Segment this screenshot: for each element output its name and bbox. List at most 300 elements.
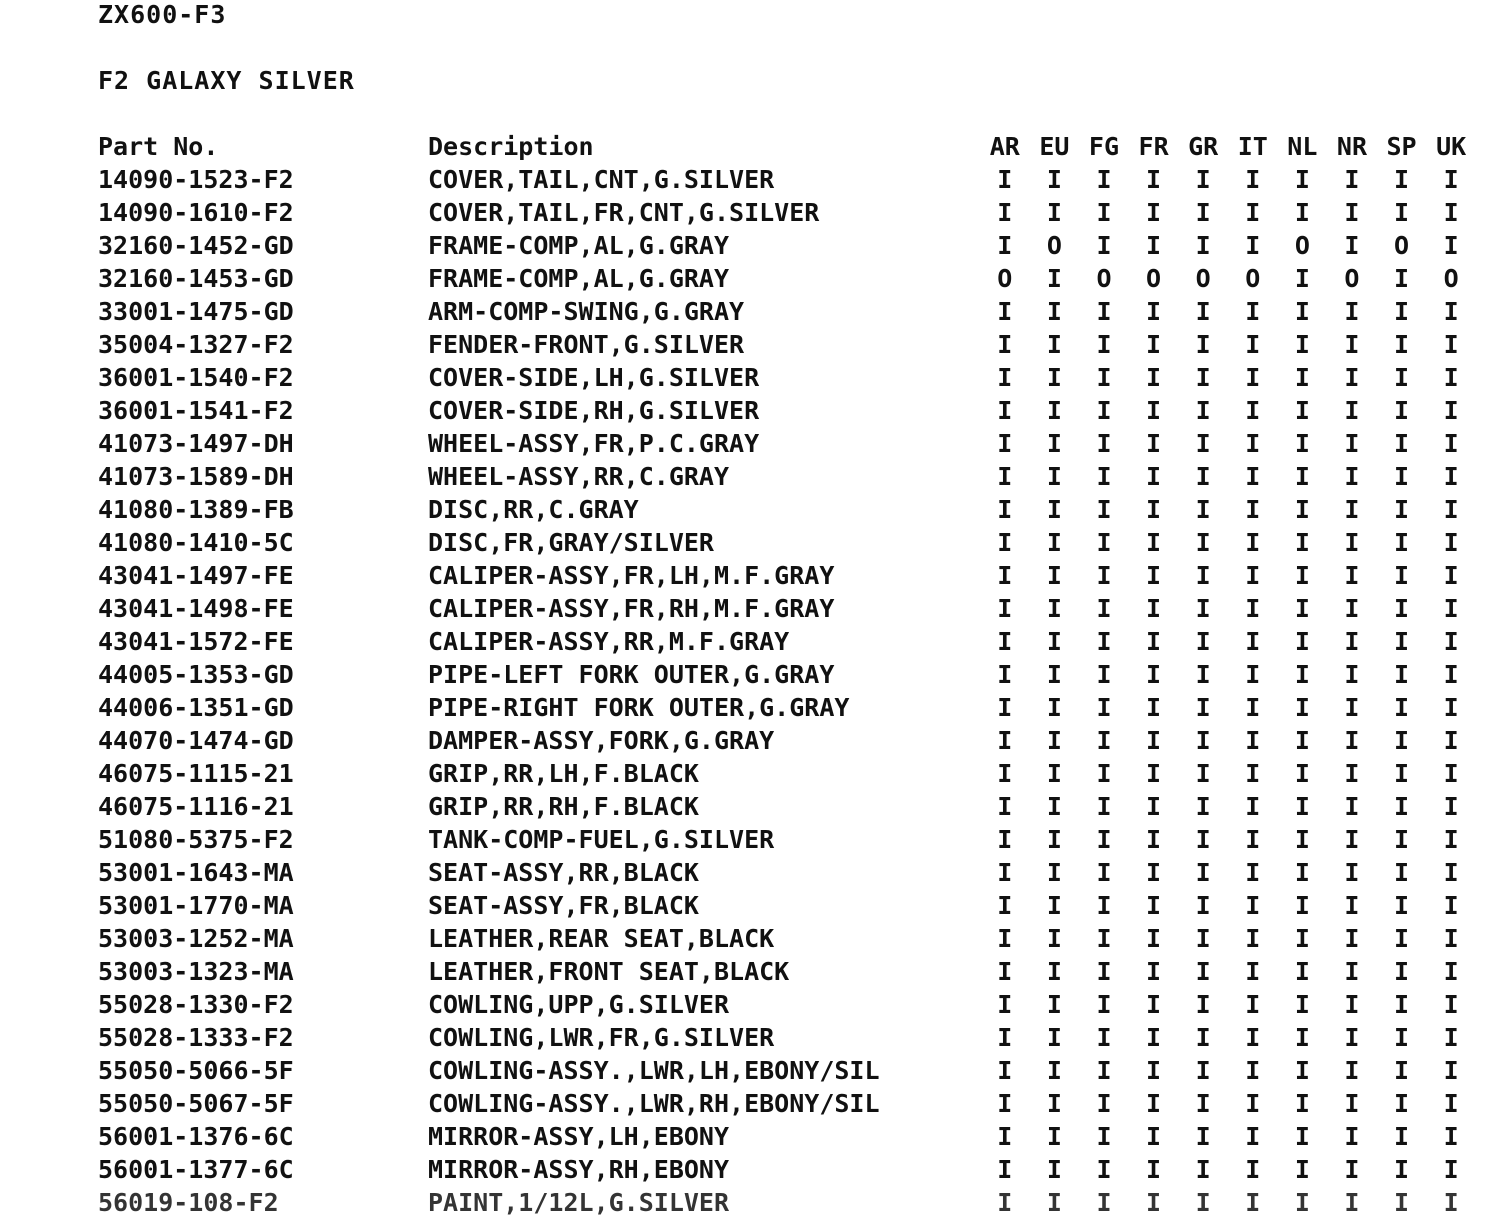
market-applicability: I xyxy=(997,330,1013,359)
market-applicability: I xyxy=(1195,792,1211,821)
market-applicability: I xyxy=(1294,165,1310,194)
market-applicability: I xyxy=(1245,1122,1261,1151)
part-number: 44070-1474-GD xyxy=(98,726,294,755)
part-number: 43041-1498-FE xyxy=(98,594,294,623)
market-applicability: I xyxy=(1245,231,1261,260)
market-applicability: I xyxy=(1146,792,1162,821)
market-applicability: I xyxy=(1245,924,1261,953)
parts-table xyxy=(90,130,1476,1219)
market-applicability: O xyxy=(1394,231,1410,260)
market-applicability: I xyxy=(997,528,1013,557)
market-applicability: I xyxy=(997,924,1013,953)
market-applicability: I xyxy=(1146,1155,1162,1184)
market-applicability: I xyxy=(1096,462,1112,491)
market-applicability: I xyxy=(997,495,1013,524)
part-description: ARM-COMP-SWING,G.GRAY xyxy=(428,297,745,326)
market-applicability: I xyxy=(1294,462,1310,491)
market-applicability: I xyxy=(1344,198,1360,227)
part-number: 55050-5067-5F xyxy=(98,1089,294,1118)
market-applicability: I xyxy=(1294,891,1310,920)
part-number: 14090-1523-F2 xyxy=(98,165,294,194)
market-applicability: I xyxy=(1394,891,1410,920)
market-applicability: I xyxy=(1294,1122,1310,1151)
table-row xyxy=(90,724,1476,757)
part-number: 55028-1330-F2 xyxy=(98,990,294,1019)
market-applicability: I xyxy=(1294,858,1310,887)
market-applicability: I xyxy=(1096,693,1112,722)
market-applicability: I xyxy=(1146,759,1162,788)
market-applicability: I xyxy=(1046,726,1062,755)
market-applicability: I xyxy=(1294,660,1310,689)
market-applicability: I xyxy=(997,429,1013,458)
market-applicability: I xyxy=(997,1122,1013,1151)
market-applicability: I xyxy=(1344,627,1360,656)
table-header-row xyxy=(90,130,1476,163)
market-applicability: I xyxy=(1245,330,1261,359)
market-applicability: I xyxy=(1344,693,1360,722)
market-applicability: I xyxy=(1046,1089,1062,1118)
table-row xyxy=(90,1021,1476,1054)
market-applicability: I xyxy=(1046,957,1062,986)
market-applicability: I xyxy=(1294,1056,1310,1085)
part-description: DAMPER-ASSY,FORK,G.GRAY xyxy=(428,726,775,755)
market-applicability: I xyxy=(1443,462,1459,491)
part-description: FRAME-COMP,AL,G.GRAY xyxy=(428,264,730,293)
table-row xyxy=(90,625,1476,658)
market-applicability: I xyxy=(1344,825,1360,854)
market-applicability: I xyxy=(1245,1023,1261,1052)
market-applicability: I xyxy=(1245,660,1261,689)
market-applicability: I xyxy=(1344,429,1360,458)
market-applicability: I xyxy=(1096,726,1112,755)
market-applicability: I xyxy=(1443,858,1459,887)
part-number: 32160-1453-GD xyxy=(98,264,294,293)
market-applicability: I xyxy=(1344,1188,1360,1217)
market-applicability: I xyxy=(997,297,1013,326)
market-applicability: I xyxy=(997,1155,1013,1184)
market-applicability: O xyxy=(997,264,1013,293)
market-applicability: I xyxy=(1195,429,1211,458)
table-row xyxy=(90,790,1476,823)
market-applicability: I xyxy=(1146,1188,1162,1217)
market-applicability: I xyxy=(1394,858,1410,887)
market-applicability: I xyxy=(1195,528,1211,557)
market-applicability: I xyxy=(997,1023,1013,1052)
market-applicability: I xyxy=(1046,792,1062,821)
market-applicability: I xyxy=(1146,1023,1162,1052)
market-applicability: I xyxy=(1195,1188,1211,1217)
part-number: 53001-1643-MA xyxy=(98,858,294,887)
market-applicability: I xyxy=(997,990,1013,1019)
market-applicability: I xyxy=(1443,1023,1459,1052)
market-applicability: I xyxy=(1046,495,1062,524)
market-applicability: O xyxy=(1146,264,1162,293)
market-applicability: I xyxy=(1245,1056,1261,1085)
part-description: CALIPER-ASSY,FR,RH,M.F.GRAY xyxy=(428,594,835,623)
market-applicability: I xyxy=(1394,957,1410,986)
market-applicability: I xyxy=(1344,1155,1360,1184)
market-applicability: I xyxy=(1245,561,1261,590)
market-applicability: I xyxy=(1443,891,1459,920)
market-applicability: I xyxy=(1195,990,1211,1019)
market-applicability: I xyxy=(1294,924,1310,953)
market-applicability: I xyxy=(1394,462,1410,491)
market-applicability: I xyxy=(1096,660,1112,689)
market-applicability: I xyxy=(1443,165,1459,194)
market-applicability: I xyxy=(1443,495,1459,524)
part-description: GRIP,RR,LH,F.BLACK xyxy=(428,759,699,788)
market-applicability: I xyxy=(1146,528,1162,557)
market-applicability: I xyxy=(997,957,1013,986)
market-applicability: I xyxy=(1195,297,1211,326)
market-applicability: I xyxy=(1394,594,1410,623)
market-applicability: I xyxy=(1294,198,1310,227)
table-row xyxy=(90,823,1476,856)
market-applicability: I xyxy=(1394,198,1410,227)
market-applicability: I xyxy=(1245,297,1261,326)
market-applicability: I xyxy=(1046,693,1062,722)
market-applicability: I xyxy=(1443,825,1459,854)
market-applicability: I xyxy=(1096,1056,1112,1085)
market-applicability: I xyxy=(1046,363,1062,392)
market-applicability: I xyxy=(1245,726,1261,755)
table-row xyxy=(90,889,1476,922)
market-applicability: I xyxy=(1294,561,1310,590)
market-applicability: I xyxy=(1046,1122,1062,1151)
market-applicability: I xyxy=(1146,429,1162,458)
market-applicability: I xyxy=(1344,660,1360,689)
market-applicability: I xyxy=(1344,231,1360,260)
part-number: 35004-1327-F2 xyxy=(98,330,294,359)
part-number: 36001-1541-F2 xyxy=(98,396,294,425)
market-applicability: I xyxy=(1443,660,1459,689)
market-applicability: I xyxy=(1096,1089,1112,1118)
market-applicability: I xyxy=(1096,495,1112,524)
market-applicability: I xyxy=(1096,1155,1112,1184)
part-number: 56001-1376-6C xyxy=(98,1122,294,1151)
part-description: COVER,TAIL,FR,CNT,G.SILVER xyxy=(428,198,820,227)
market-applicability: I xyxy=(1394,825,1410,854)
part-number: 32160-1452-GD xyxy=(98,231,294,260)
market-applicability: I xyxy=(1096,924,1112,953)
market-applicability: O xyxy=(1245,264,1261,293)
part-description: COVER-SIDE,LH,G.SILVER xyxy=(428,363,760,392)
market-applicability: I xyxy=(1443,429,1459,458)
market-applicability: I xyxy=(997,891,1013,920)
market-applicability: I xyxy=(1394,330,1410,359)
part-description: LEATHER,FRONT SEAT,BLACK xyxy=(428,957,790,986)
market-applicability: I xyxy=(1046,627,1062,656)
market-applicability: I xyxy=(1195,660,1211,689)
part-description: WHEEL-ASSY,FR,P.C.GRAY xyxy=(428,429,760,458)
market-applicability: I xyxy=(1146,594,1162,623)
market-applicability: I xyxy=(1294,528,1310,557)
part-number: 41080-1410-5C xyxy=(98,528,294,557)
market-applicability: I xyxy=(1394,627,1410,656)
market-applicability: I xyxy=(1394,495,1410,524)
market-applicability: I xyxy=(1096,825,1112,854)
market-applicability: I xyxy=(1344,924,1360,953)
part-number: 14090-1610-F2 xyxy=(98,198,294,227)
part-description: CALIPER-ASSY,RR,M.F.GRAY xyxy=(428,627,790,656)
market-applicability: I xyxy=(1245,363,1261,392)
market-applicability: I xyxy=(1195,759,1211,788)
market-applicability: I xyxy=(1294,627,1310,656)
parts-table-body xyxy=(90,163,1476,1219)
market-applicability: I xyxy=(997,396,1013,425)
market-applicability: I xyxy=(1195,1155,1211,1184)
part-number: 44006-1351-GD xyxy=(98,693,294,722)
market-applicability: I xyxy=(1394,990,1410,1019)
market-applicability: I xyxy=(1046,396,1062,425)
table-row xyxy=(90,856,1476,889)
market-applicability: I xyxy=(1245,957,1261,986)
market-applicability: I xyxy=(1146,1089,1162,1118)
market-applicability: I xyxy=(997,594,1013,623)
part-description: LEATHER,REAR SEAT,BLACK xyxy=(428,924,775,953)
market-applicability: I xyxy=(1195,1122,1211,1151)
market-applicability: I xyxy=(1443,1122,1459,1151)
market-applicability: I xyxy=(1294,396,1310,425)
market-applicability: I xyxy=(1344,330,1360,359)
model-code: ZX600-F3 xyxy=(98,0,227,29)
market-applicability: I xyxy=(1146,693,1162,722)
part-description: SEAT-ASSY,FR,BLACK xyxy=(428,891,699,920)
header-market: GR xyxy=(1188,132,1219,161)
table-row xyxy=(90,1087,1476,1120)
market-applicability: I xyxy=(1394,396,1410,425)
market-applicability: I xyxy=(1394,429,1410,458)
market-applicability: I xyxy=(1344,726,1360,755)
market-applicability: O xyxy=(1096,264,1112,293)
part-description: FENDER-FRONT,G.SILVER xyxy=(428,330,745,359)
market-applicability: I xyxy=(1294,792,1310,821)
market-applicability: I xyxy=(1394,1122,1410,1151)
part-description: DISC,RR,C.GRAY xyxy=(428,495,639,524)
header-market: EU xyxy=(1039,132,1070,161)
market-applicability: I xyxy=(1294,264,1310,293)
market-applicability: I xyxy=(997,363,1013,392)
market-applicability: I xyxy=(1146,660,1162,689)
part-number: 53003-1323-MA xyxy=(98,957,294,986)
market-applicability: I xyxy=(1443,297,1459,326)
market-applicability: I xyxy=(1245,858,1261,887)
market-applicability: I xyxy=(1294,693,1310,722)
market-applicability: I xyxy=(1146,1056,1162,1085)
market-applicability: I xyxy=(1394,297,1410,326)
market-applicability: I xyxy=(1294,495,1310,524)
table-row xyxy=(90,922,1476,955)
market-applicability: I xyxy=(1294,594,1310,623)
market-applicability: I xyxy=(1344,594,1360,623)
market-applicability: I xyxy=(997,660,1013,689)
header-market: SP xyxy=(1386,132,1417,161)
market-applicability: I xyxy=(1096,297,1112,326)
market-applicability: I xyxy=(1195,891,1211,920)
market-applicability: I xyxy=(1146,165,1162,194)
market-applicability: I xyxy=(1245,528,1261,557)
table-row xyxy=(90,361,1476,394)
market-applicability: I xyxy=(1394,726,1410,755)
market-applicability: I xyxy=(1294,429,1310,458)
market-applicability: I xyxy=(1394,165,1410,194)
market-applicability: I xyxy=(1294,1188,1310,1217)
part-description: CALIPER-ASSY,FR,LH,M.F.GRAY xyxy=(428,561,835,590)
market-applicability: I xyxy=(1046,528,1062,557)
table-row xyxy=(90,493,1476,526)
part-number: 43041-1572-FE xyxy=(98,627,294,656)
market-applicability: I xyxy=(997,165,1013,194)
market-applicability: I xyxy=(1195,363,1211,392)
market-applicability: I xyxy=(1096,561,1112,590)
market-applicability: I xyxy=(997,759,1013,788)
market-applicability: I xyxy=(1443,330,1459,359)
part-description: PIPE-LEFT FORK OUTER,G.GRAY xyxy=(428,660,835,689)
market-applicability: I xyxy=(1294,1023,1310,1052)
part-description: TANK-COMP-FUEL,G.SILVER xyxy=(428,825,775,854)
market-applicability: I xyxy=(1096,990,1112,1019)
market-applicability: I xyxy=(1394,363,1410,392)
part-description: FRAME-COMP,AL,G.GRAY xyxy=(428,231,730,260)
market-applicability: I xyxy=(1195,627,1211,656)
market-applicability: I xyxy=(1195,462,1211,491)
market-applicability: I xyxy=(1344,396,1360,425)
table-row xyxy=(90,427,1476,460)
market-applicability: I xyxy=(1294,990,1310,1019)
market-applicability: I xyxy=(1394,693,1410,722)
header-market: UK xyxy=(1436,132,1467,161)
market-applicability: I xyxy=(1294,1089,1310,1118)
market-applicability: I xyxy=(1344,297,1360,326)
table-row xyxy=(90,262,1476,295)
market-applicability: I xyxy=(1096,594,1112,623)
market-applicability: I xyxy=(1195,198,1211,227)
market-applicability: I xyxy=(1245,165,1261,194)
table-row xyxy=(90,559,1476,592)
market-applicability: I xyxy=(1294,1155,1310,1184)
part-description: DISC,FR,GRAY/SILVER xyxy=(428,528,714,557)
market-applicability: I xyxy=(1245,429,1261,458)
market-applicability: I xyxy=(1443,957,1459,986)
market-applicability: I xyxy=(1096,165,1112,194)
market-applicability: I xyxy=(1146,231,1162,260)
market-applicability: I xyxy=(1443,594,1459,623)
part-description: COVER,TAIL,CNT,G.SILVER xyxy=(428,165,775,194)
market-applicability: I xyxy=(1146,825,1162,854)
header-description: Description xyxy=(428,132,594,161)
market-applicability: I xyxy=(1394,924,1410,953)
market-applicability: I xyxy=(1294,825,1310,854)
table-row xyxy=(90,658,1476,691)
market-applicability: I xyxy=(1096,1023,1112,1052)
market-applicability: I xyxy=(997,231,1013,260)
market-applicability: I xyxy=(1195,825,1211,854)
market-applicability: I xyxy=(1046,561,1062,590)
market-applicability: I xyxy=(1195,858,1211,887)
market-applicability: I xyxy=(1443,792,1459,821)
market-applicability: I xyxy=(1443,627,1459,656)
market-applicability: I xyxy=(1245,1188,1261,1217)
market-applicability: I xyxy=(1394,528,1410,557)
market-applicability: I xyxy=(1245,1155,1261,1184)
market-applicability: I xyxy=(1195,165,1211,194)
market-applicability: I xyxy=(1344,759,1360,788)
part-number: 53003-1252-MA xyxy=(98,924,294,953)
table-row xyxy=(90,955,1476,988)
market-applicability: I xyxy=(997,462,1013,491)
market-applicability: I xyxy=(1294,957,1310,986)
market-applicability: I xyxy=(1146,363,1162,392)
market-applicability: I xyxy=(1394,1056,1410,1085)
market-applicability: I xyxy=(1245,495,1261,524)
market-applicability: I xyxy=(1394,1188,1410,1217)
market-applicability: I xyxy=(1096,363,1112,392)
market-applicability: I xyxy=(1344,1089,1360,1118)
market-applicability: I xyxy=(1245,891,1261,920)
market-applicability: I xyxy=(1046,330,1062,359)
market-applicability: I xyxy=(1046,198,1062,227)
market-applicability: I xyxy=(1443,1056,1459,1085)
header-market: IT xyxy=(1237,132,1268,161)
market-applicability: I xyxy=(1394,264,1410,293)
market-applicability: I xyxy=(1046,1023,1062,1052)
table-row xyxy=(90,988,1476,1021)
market-applicability: I xyxy=(1394,1023,1410,1052)
market-applicability: I xyxy=(1046,462,1062,491)
market-applicability: I xyxy=(1443,1155,1459,1184)
part-description: WHEEL-ASSY,RR,C.GRAY xyxy=(428,462,730,491)
market-applicability: I xyxy=(1344,165,1360,194)
market-applicability: I xyxy=(1443,396,1459,425)
market-applicability: I xyxy=(1344,1056,1360,1085)
table-row xyxy=(90,394,1476,427)
market-applicability: I xyxy=(1195,693,1211,722)
market-applicability: I xyxy=(1344,858,1360,887)
part-number: 41073-1589-DH xyxy=(98,462,294,491)
market-applicability: I xyxy=(1195,1023,1211,1052)
market-applicability: I xyxy=(1443,198,1459,227)
market-applicability: I xyxy=(1096,1122,1112,1151)
market-applicability: I xyxy=(997,627,1013,656)
market-applicability: I xyxy=(1046,891,1062,920)
market-applicability: I xyxy=(1046,825,1062,854)
market-applicability: O xyxy=(1443,264,1459,293)
market-applicability: I xyxy=(1046,1188,1062,1217)
market-applicability: I xyxy=(1146,561,1162,590)
part-description: COWLING-ASSY.,LWR,LH,EBONY/SIL xyxy=(428,1056,880,1085)
market-applicability: I xyxy=(1195,1089,1211,1118)
market-applicability: I xyxy=(1096,957,1112,986)
color-title: F2 GALAXY SILVER xyxy=(98,66,355,95)
market-applicability: I xyxy=(1294,330,1310,359)
market-applicability: I xyxy=(1245,825,1261,854)
market-applicability: I xyxy=(1146,297,1162,326)
market-applicability: I xyxy=(1195,396,1211,425)
market-applicability: I xyxy=(1096,198,1112,227)
table-row xyxy=(90,1186,1476,1219)
market-applicability: I xyxy=(1046,1056,1062,1085)
part-description: COWLING,UPP,G.SILVER xyxy=(428,990,730,1019)
market-applicability: I xyxy=(1146,924,1162,953)
market-applicability: I xyxy=(1443,561,1459,590)
market-applicability: I xyxy=(1046,594,1062,623)
part-number: 46075-1115-21 xyxy=(98,759,294,788)
market-applicability: I xyxy=(1195,594,1211,623)
market-applicability: I xyxy=(1394,1089,1410,1118)
market-applicability: I xyxy=(1146,990,1162,1019)
part-description: MIRROR-ASSY,LH,EBONY xyxy=(428,1122,730,1151)
market-applicability: I xyxy=(1046,264,1062,293)
